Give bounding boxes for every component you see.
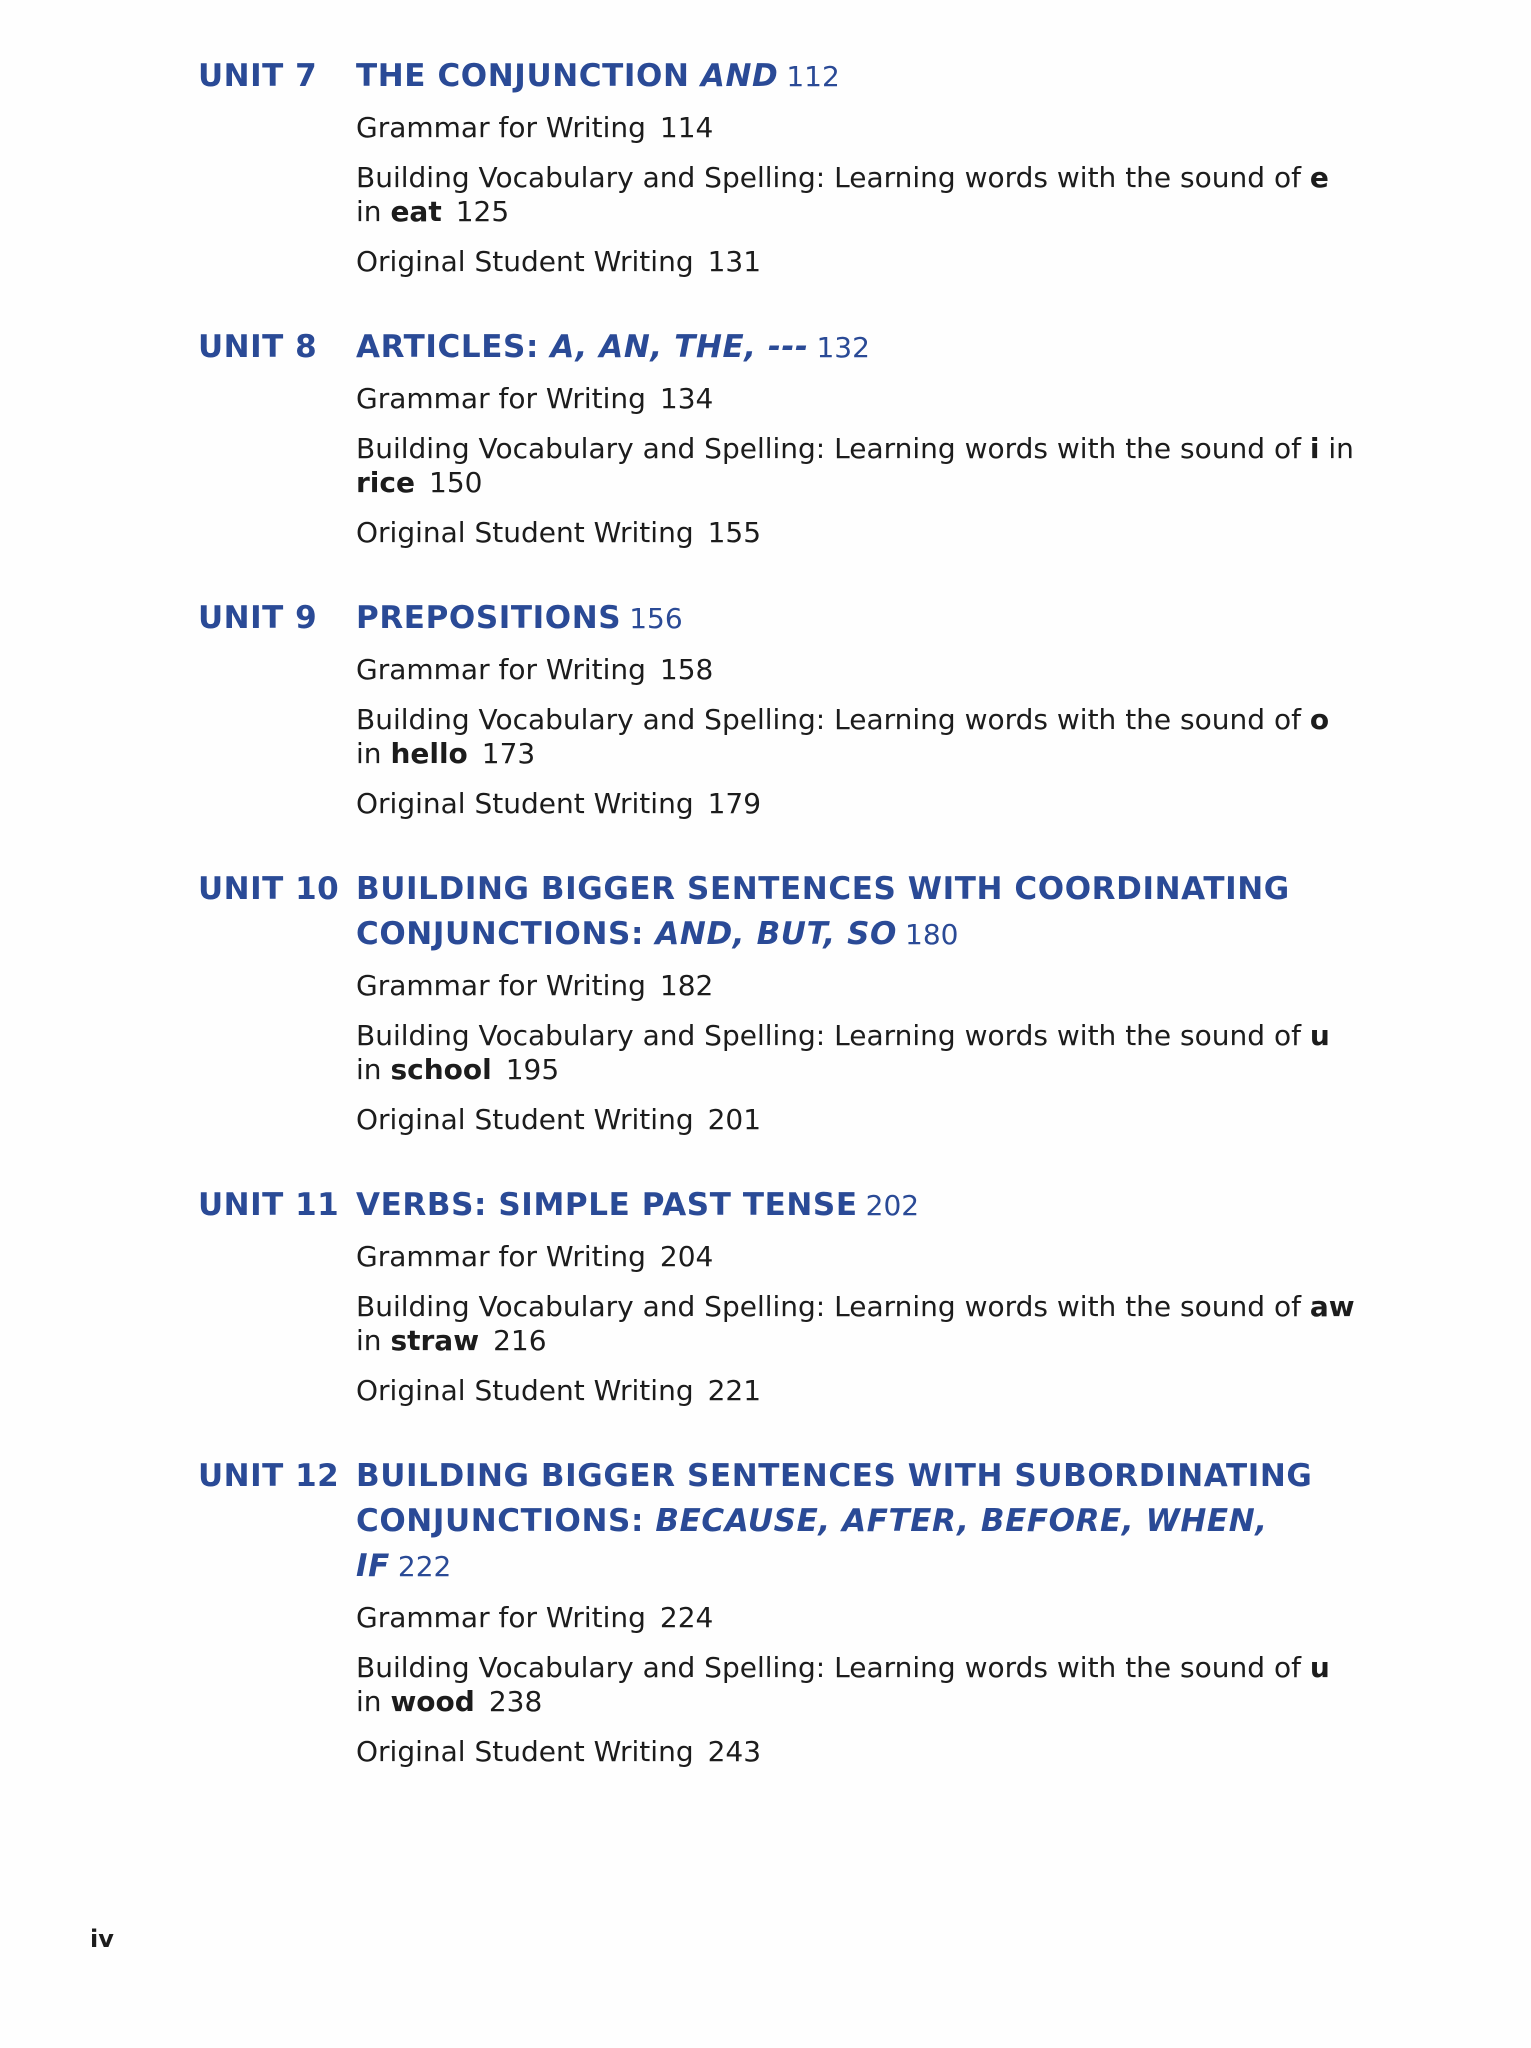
unit-title-italic: A, AN, THE, ---	[550, 329, 809, 365]
entry-vocabulary	[356, 1651, 1358, 1719]
entry-connector: in	[356, 1053, 391, 1086]
unit-title-line1: BUILDING BIGGER SENTENCES WITH COORDINATING	[356, 871, 1290, 907]
entry-page: 238	[488, 1685, 543, 1718]
page-number: iv	[90, 1925, 114, 1953]
entry-page: 182	[659, 969, 714, 1002]
unit-title-italic: BECAUSE, AFTER, BEFORE, WHEN, IF	[356, 1503, 1268, 1584]
unit-title-page: 222	[397, 1550, 452, 1583]
unit-label: UNIT 9	[198, 600, 318, 636]
entry-connector: in	[356, 737, 391, 770]
entry-page: 155	[707, 516, 762, 549]
entry-label: Original Student Writing	[356, 1735, 694, 1768]
entry-word: wood	[390, 1685, 475, 1718]
entry-vocabulary	[356, 161, 1358, 229]
unit-body	[356, 1183, 1358, 1408]
entry-page: 114	[659, 111, 714, 144]
entry-page: 125	[455, 195, 510, 228]
entry-original-writing	[356, 1103, 1358, 1137]
entry-label: Original Student Writing	[356, 1103, 694, 1136]
entry-word: straw	[390, 1324, 480, 1357]
entry-label: Original Student Writing	[356, 787, 694, 820]
entry-word: hello	[390, 737, 468, 770]
entry-sound: u	[1309, 1019, 1330, 1052]
entry-label: Building Vocabulary and Spelling: Learning words with the sound of	[356, 432, 1310, 465]
entry-page: 204	[659, 1240, 714, 1273]
entry-grammar	[356, 653, 1358, 687]
unit-title-text: CONJUNCTIONS:	[356, 1503, 656, 1539]
unit-title-text: VERBS: SIMPLE PAST TENSE	[356, 1187, 858, 1223]
unit-title-italic: AND	[700, 58, 779, 94]
unit-8-section	[198, 325, 1358, 550]
unit-title-text: THE CONJUNCTION	[356, 58, 701, 94]
entry-page: 224	[659, 1601, 714, 1634]
entry-original-writing	[356, 245, 1358, 279]
unit-title-page: 156	[629, 602, 683, 635]
entry-sound: e	[1309, 161, 1329, 194]
entry-sound: aw	[1309, 1290, 1355, 1323]
entry-label: Building Vocabulary and Spelling: Learning words with the sound of	[356, 703, 1310, 736]
unit-title-line1: BUILDING BIGGER SENTENCES WITH SUBORDINATING	[356, 1458, 1313, 1494]
unit-7-section	[198, 54, 1358, 279]
entry-grammar	[356, 1601, 1358, 1635]
unit-title-line2	[356, 1499, 1358, 1589]
entry-grammar	[356, 969, 1358, 1003]
unit-title-text: CONJUNCTIONS:	[356, 916, 656, 952]
entry-grammar	[356, 1240, 1358, 1274]
unit-title-italic: AND, BUT, SO	[655, 916, 897, 952]
unit-title	[356, 1183, 1358, 1228]
unit-body	[356, 1454, 1358, 1769]
unit-body	[356, 54, 1358, 279]
entry-page: 216	[493, 1324, 547, 1357]
unit-title-text: PREPOSITIONS	[356, 600, 622, 636]
entry-page: 134	[659, 382, 714, 415]
entry-page: 150	[429, 466, 483, 499]
unit-title	[356, 54, 1358, 99]
entry-page: 179	[707, 787, 762, 820]
entry-vocabulary	[356, 1019, 1358, 1087]
unit-title	[356, 325, 1358, 370]
entry-page: 201	[707, 1103, 762, 1136]
entry-original-writing	[356, 516, 1358, 550]
unit-body	[356, 596, 1358, 821]
entry-grammar	[356, 111, 1358, 145]
entry-label: Building Vocabulary and Spelling: Learning words with the sound of	[356, 161, 1310, 194]
entry-sound: o	[1309, 703, 1330, 736]
entry-label: Grammar for Writing	[356, 1601, 646, 1634]
entry-label: Grammar for Writing	[356, 382, 646, 415]
unit-title	[356, 1454, 1358, 1589]
entry-label: Building Vocabulary and Spelling: Learning words with the sound of	[356, 1290, 1310, 1323]
unit-title	[356, 867, 1358, 957]
unit-title-text: ARTICLES:	[356, 329, 551, 365]
entry-vocabulary	[356, 1290, 1358, 1358]
entry-connector: in	[1319, 432, 1354, 465]
entry-label: Grammar for Writing	[356, 653, 646, 686]
entry-connector: in	[356, 1685, 391, 1718]
entry-word: eat	[390, 195, 442, 228]
unit-title-page: 202	[865, 1189, 920, 1222]
entry-label: Original Student Writing	[356, 516, 694, 549]
entry-connector: in	[356, 195, 391, 228]
entry-connector: in	[356, 1324, 391, 1357]
table-of-contents	[198, 54, 1358, 1815]
unit-label: UNIT 10	[198, 871, 340, 907]
entry-label: Original Student Writing	[356, 1374, 694, 1407]
unit-label: UNIT 7	[198, 58, 318, 94]
entry-sound: i	[1309, 432, 1320, 465]
entry-label: Grammar for Writing	[356, 969, 646, 1002]
unit-label: UNIT 8	[198, 329, 318, 365]
entry-page: 221	[707, 1374, 762, 1407]
unit-11-section	[198, 1183, 1358, 1408]
entry-vocabulary	[356, 703, 1358, 771]
entry-page: 158	[659, 653, 714, 686]
entry-page: 173	[481, 737, 536, 770]
entry-word: school	[390, 1053, 492, 1086]
entry-label: Grammar for Writing	[356, 111, 646, 144]
entry-label: Grammar for Writing	[356, 1240, 646, 1273]
entry-page: 195	[505, 1053, 560, 1086]
entry-page: 243	[707, 1735, 762, 1768]
entry-original-writing	[356, 1374, 1358, 1408]
unit-title-page: 132	[816, 331, 870, 364]
unit-9-section	[198, 596, 1358, 821]
entry-label: Building Vocabulary and Spelling: Learning words with the sound of	[356, 1651, 1310, 1684]
unit-body	[356, 867, 1358, 1137]
unit-body	[356, 325, 1358, 550]
entry-label: Building Vocabulary and Spelling: Learning words with the sound of	[356, 1019, 1310, 1052]
entry-grammar	[356, 382, 1358, 416]
unit-title	[356, 596, 1358, 641]
entry-sound: u	[1309, 1651, 1330, 1684]
entry-vocabulary	[356, 432, 1358, 500]
entry-page: 131	[707, 245, 762, 278]
entry-label: Original Student Writing	[356, 245, 694, 278]
unit-label: UNIT 11	[198, 1187, 340, 1223]
unit-title-page: 180	[905, 918, 959, 951]
entry-original-writing	[356, 787, 1358, 821]
entry-original-writing	[356, 1735, 1358, 1769]
unit-title-page: 112	[786, 60, 840, 93]
unit-12-section	[198, 1454, 1358, 1769]
unit-title-line2	[356, 912, 1358, 957]
unit-10-section	[198, 867, 1358, 1137]
entry-word: rice	[356, 466, 415, 499]
unit-label: UNIT 12	[198, 1458, 340, 1494]
